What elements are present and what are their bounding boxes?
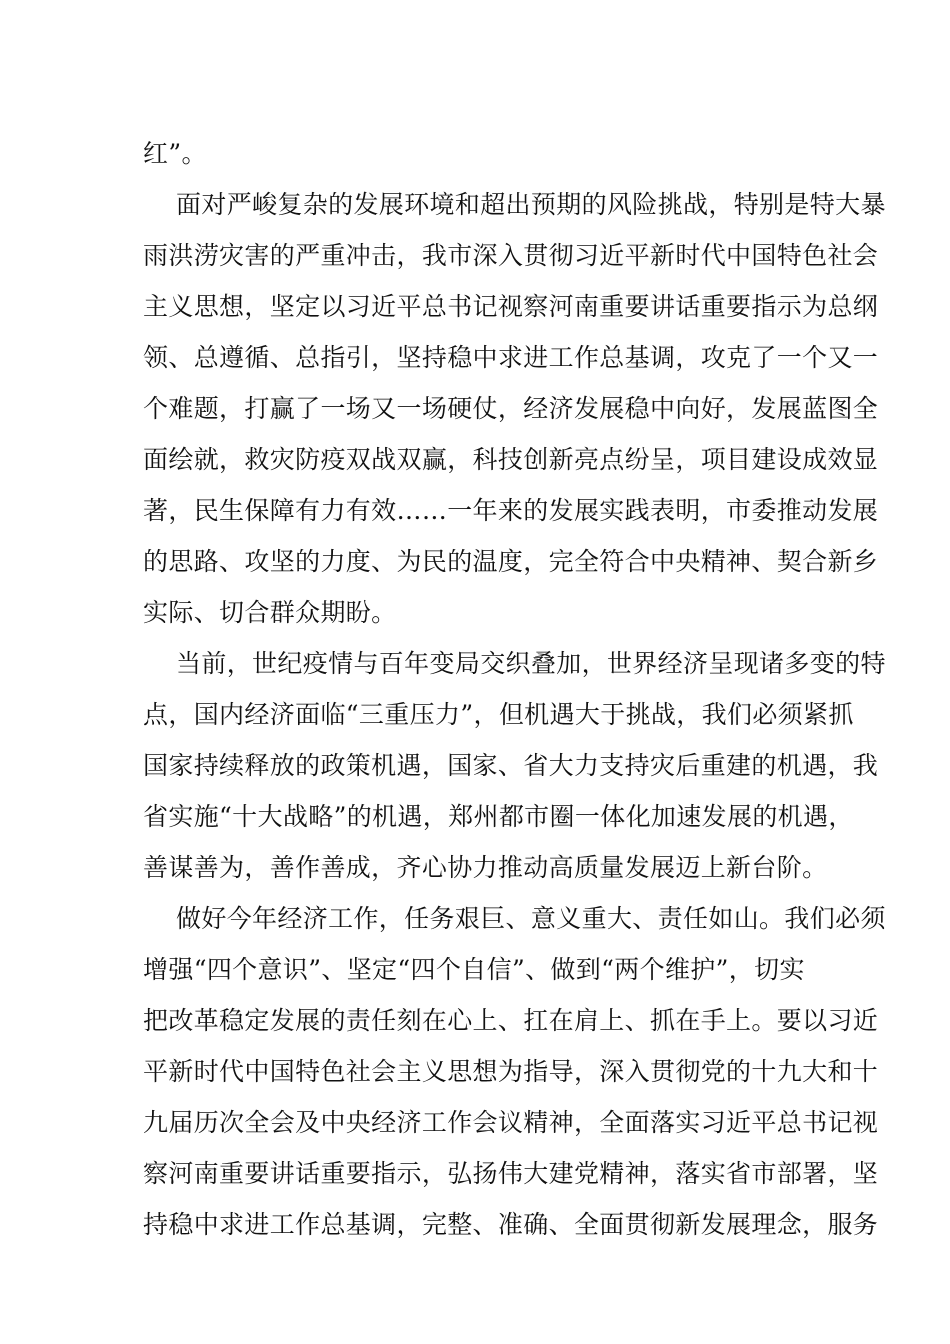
text-line: 当前，世纪疫情与百年变局交织叠加，世界经济呈现诸多变的特: [176, 649, 886, 678]
paragraph-2: [143, 179, 886, 638]
text-line: 面绘就，救灾防疫双战双赢，科技创新亮点纷呈，项目建设成效显: [143, 445, 879, 474]
text-line: 做好今年经济工作，任务艰巨、意义重大、责任如山。我们必须: [176, 904, 886, 933]
text-line: 九届历次全会及中央经济工作会议精神，全面落实习近平总书记视: [143, 1108, 879, 1137]
text-line: 雨洪涝灾害的严重冲击，我市深入贯彻习近平新时代中国特色社会: [143, 241, 879, 270]
text-line: 领、总遵循、总指引，坚持稳中求进工作总基调，攻克了一个又一: [143, 343, 879, 372]
document-body: [143, 128, 886, 1250]
text-line: 省实施“十大战略”的机遇，郑州都市圈一体化加速发展的机遇，: [143, 802, 854, 831]
text-line: 主义思想，坚定以习近平总书记视察河南重要讲话重要指示为总纲: [143, 292, 879, 321]
text-line: 面对严峻复杂的发展环境和超出预期的风险挑战，特别是特大暴: [176, 190, 886, 219]
text-line: 的思路、攻坚的力度、为民的温度，完全符合中央精神、契合新乡: [143, 547, 879, 576]
text-line: 著，民生保障有力有效……一年来的发展实践表明，市委推动发展: [143, 496, 879, 525]
paragraph-4: [143, 893, 886, 1250]
text-line: 红”。: [143, 139, 207, 168]
text-line: 个难题，打赢了一场又一场硬仗，经济发展稳中向好，发展蓝图全: [143, 394, 879, 423]
text-line: 把改革稳定发展的责任刻在心上、扛在肩上、抓在手上。要以习近: [143, 1006, 879, 1035]
paragraph-3: [143, 638, 886, 893]
text-line: 国家持续释放的政策机遇，国家、省大力支持灾后重建的机遇，我: [143, 751, 879, 780]
text-line: 善谋善为，善作善成，齐心协力推动高质量发展迈上新台阶。: [143, 853, 828, 882]
text-line: 增强“四个意识”、坚定“四个自信”、做到“两个维护”，切实: [143, 955, 805, 984]
text-line: 实际、切合群众期盼。: [143, 598, 397, 627]
text-line: 平新时代中国特色社会主义思想为指导，深入贯彻党的十九大和十: [143, 1057, 879, 1086]
paragraph-1: [143, 128, 813, 179]
text-line: 察河南重要讲话重要指示，弘扬伟大建党精神，落实省市部署，坚: [143, 1159, 879, 1188]
text-line: 持稳中求进工作总基调，完整、准确、全面贯彻新发展理念，服务: [143, 1210, 879, 1239]
text-line: 点，国内经济面临“三重压力”，但机遇大于挑战，我们必须紧抓: [143, 700, 854, 729]
